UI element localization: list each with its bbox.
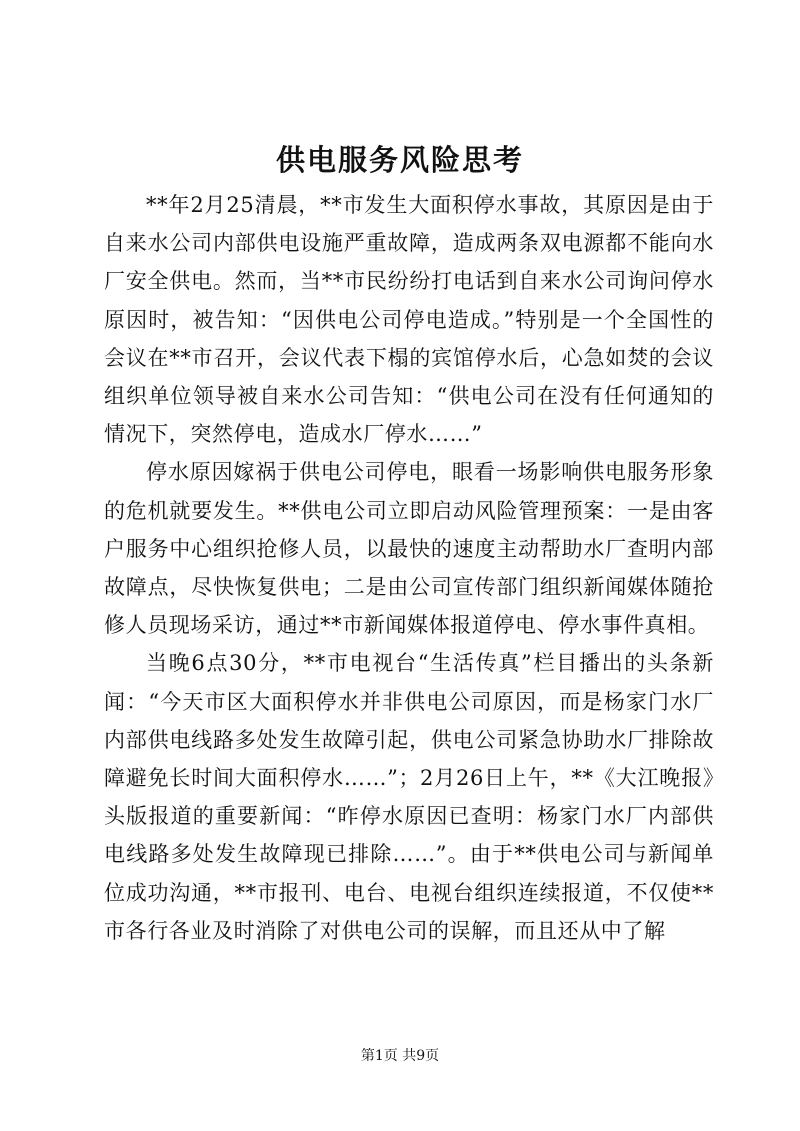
document-title: 供电服务风险思考 — [275, 143, 524, 177]
page-footer: 第1页 共9页 — [360, 1048, 440, 1064]
paragraph: 停水原因嫁祸于供电公司停电，眼看一场影响供电服务形象的危机就要发生。**供电公司立即启动风险管理预案：一是由客户服务中心组织抢修人员，以最快的速度主动帮助水厂查明内部故障点，尽快恢复供电；二是由公司宣传部门组织新闻媒体随抢修人员现场采访，通过**市新闻媒体报道停电、停水事件真相。 — [104, 460, 714, 638]
paragraph: **年2月25清晨，**市发生大面积停水事故，其原因是由于自来水公司内部供电设施严重故障，造成两条双电源都不能向水厂安全供电。然而，当**市民纷纷打电话到自来水公司询问停水原因时，被告知：“因供电公司停电造成。”特别是一个全国性的会议在**市召开，会议代表下榻的宾馆停水后，心急如焚的会议组织单位领导被自来水公司告知：“供电公司在没有任何通知的情况下，突然停电，造成水厂停水……” — [104, 193, 714, 447]
document-body — [104, 186, 714, 950]
paragraph: 当晚6点30分，**市电视台“生活传真”栏目播出的头条新闻：“今天市区大面积停水并非供电公司原因，而是杨家门水厂内部供电线路多处发生故障引起，供电公司紧急协助水厂排除故障避免长时间大面积停水……”；2月26日上午，**《大江晚报》头版报道的重要新闻：“昨停水原因已查明：杨家门水厂内部供电线路多处发生故障现已排除……”。由于**供电公司与新闻单位成功沟通，**市报刊、电台、电视台组织连续报道，不仅使**市各行各业及时消除了对供电公司的误解，而且还从中了解 — [104, 651, 714, 943]
